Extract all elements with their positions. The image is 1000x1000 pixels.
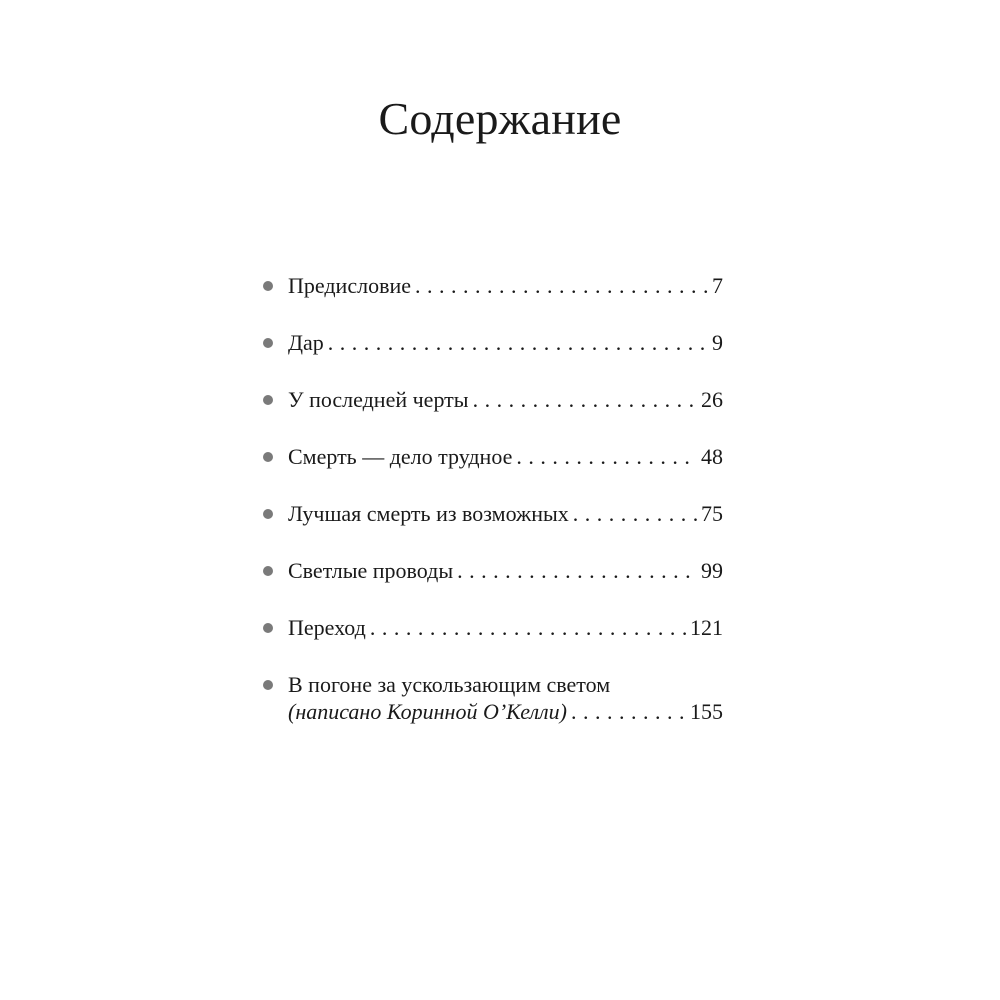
toc-entry[interactable]	[263, 667, 723, 747]
toc-entry-title: Светлые проводы	[288, 558, 454, 583]
page-title: Содержание	[378, 93, 622, 144]
toc-entry-page: 48	[701, 444, 723, 469]
toc-entry-title: У последней черты	[288, 387, 469, 412]
dot-leader	[415, 268, 708, 304]
bullet-icon	[263, 509, 273, 519]
bullet-icon	[263, 281, 273, 291]
dot-leader	[573, 496, 697, 532]
toc-entry-page: 9	[712, 330, 723, 355]
toc-entry-title: Переход	[288, 615, 366, 640]
toc-entry[interactable]	[263, 325, 723, 382]
toc-entry-title: В погоне за ускользающим светом	[288, 672, 611, 697]
toc-entry-page: 121	[690, 615, 723, 640]
toc-entry-title: Предисловие	[288, 273, 411, 298]
toc-entry-title: Смерть — дело трудное	[288, 444, 513, 469]
toc-entry-title: Дар	[288, 330, 324, 355]
bullet-icon	[263, 395, 273, 405]
bullet-icon	[263, 338, 273, 348]
toc-entry-subtitle: (написано Коринной О’Келли)	[288, 699, 567, 724]
dot-leader	[516, 439, 697, 475]
table-of-contents	[263, 268, 723, 747]
bullet-icon	[263, 680, 273, 690]
bullet-icon	[263, 566, 273, 576]
toc-entry-title: Лучшая смерть из возможных	[288, 501, 569, 526]
toc-entry[interactable]	[263, 382, 723, 439]
toc-entry[interactable]	[263, 553, 723, 610]
dot-leader	[370, 610, 686, 646]
toc-entry-page: 7	[712, 273, 723, 298]
toc-entry[interactable]	[263, 610, 723, 667]
toc-entry[interactable]	[263, 439, 723, 496]
toc-entry-page: 155	[690, 699, 723, 724]
bullet-icon	[263, 452, 273, 462]
dot-leader	[328, 325, 708, 361]
toc-entry[interactable]	[263, 268, 723, 325]
toc-entry-page: 75	[701, 501, 723, 526]
dot-leader	[571, 694, 686, 730]
toc-entry[interactable]	[263, 496, 723, 553]
bullet-icon	[263, 623, 273, 633]
toc-entry-page: 99	[701, 558, 723, 583]
dot-leader	[457, 553, 697, 589]
dot-leader	[473, 382, 697, 418]
toc-entry-page: 26	[701, 387, 723, 412]
